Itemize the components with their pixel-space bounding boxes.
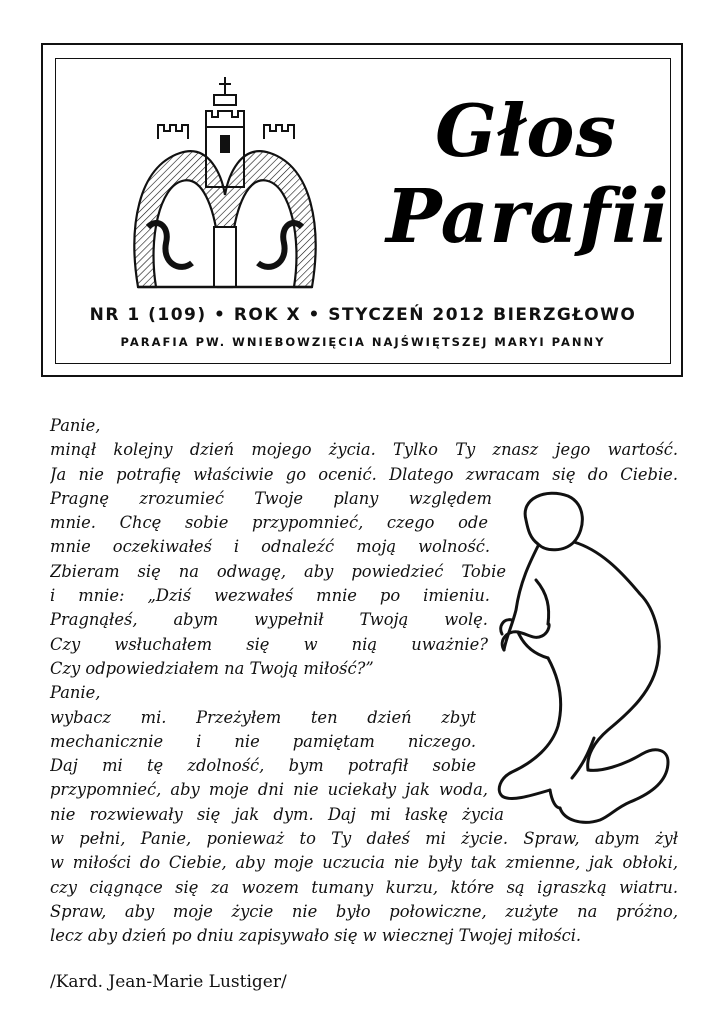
- prayer-line: lecz aby dzień po dniu zapisywało się w wiecznej Twojej miłości.: [50, 926, 582, 946]
- prayer-line: Panie,: [50, 683, 101, 703]
- prayer-line: w miłości do Ciebie, aby moje uczucia nie były tak zmienne, jak obłoki,: [50, 853, 678, 873]
- prayer-line: mnie oczekiwałeś i odnaleźć moją wolność.: [50, 537, 490, 557]
- prayer-line: nie rozwiewały się jak dym. Daj mi łaskę życia: [50, 804, 504, 824]
- author-signature: /Kard. Jean-Marie Lustiger/: [50, 972, 287, 992]
- issue-info: NR 1 (109) • ROK X • STYCZEŃ 2012 BIERZGŁOWO: [89, 305, 637, 325]
- prayer-line: Zbieram się na odwagę, aby powiedzieć Tobie: [50, 561, 506, 581]
- prayer-line: mnie. Chcę sobie przypomnieć, czego ode: [50, 513, 488, 533]
- parish-name: PARAFIA PW. WNIEBOWZIĘCIA NAJŚWIĘTSZEJ MARYI PANNY: [120, 335, 606, 349]
- prayer-text: [50, 414, 678, 949]
- title-line-2: Parafii: [386, 174, 670, 260]
- prayer-line: i mnie: „Dziś wezwałeś mnie po imieniu.: [50, 586, 490, 606]
- prayer-line: Pragnę zrozumieć Twoje plany względem: [50, 488, 492, 508]
- prayer-line: przypomnieć, aby moje dni nie uciekały jak woda,: [50, 780, 488, 800]
- prayer-line: w pełni, Panie, ponieważ to Ty dałeś mi życie. Spraw, abym żył: [50, 829, 678, 849]
- newsletter-title: [386, 88, 670, 261]
- prayer-line: Daj mi tę zdolność, bym potrafił sobie: [50, 756, 476, 776]
- prayer-line: wybacz mi. Przeżyłem ten dzień zbyt: [50, 707, 476, 727]
- prayer-line: czy ciągnące się za wozem tumany kurzu, które są igraszką wiatru.: [50, 877, 678, 897]
- parish-church-logo-icon: [118, 77, 332, 297]
- masthead: [41, 43, 683, 377]
- prayer-line: Pragnąłeś, abym wypełnił Twoją wolę.: [50, 610, 488, 630]
- prayer-line: Ja nie potrafię właściwie go ocenić. Dlatego zwracam się do Ciebie.: [50, 464, 678, 484]
- prayer-line: Czy wsłuchałem się w nią uważnie?: [50, 634, 488, 654]
- prayer-line: Spraw, aby moje życie nie było połowiczne, zużyte na próżno,: [50, 901, 678, 921]
- masthead-inner-frame: [55, 58, 671, 364]
- prayer-line: Czy odpowiedziałem na Twoją miłość?”: [50, 658, 374, 678]
- prayer-line: mechanicznie i nie pamiętam niczego.: [50, 731, 476, 751]
- prayer-line: minął kolejny dzień mojego życia. Tylko Ty znasz jego wartość.: [50, 440, 678, 460]
- prayer-line: Panie,: [50, 416, 101, 435]
- title-line-1: Głos: [435, 88, 617, 173]
